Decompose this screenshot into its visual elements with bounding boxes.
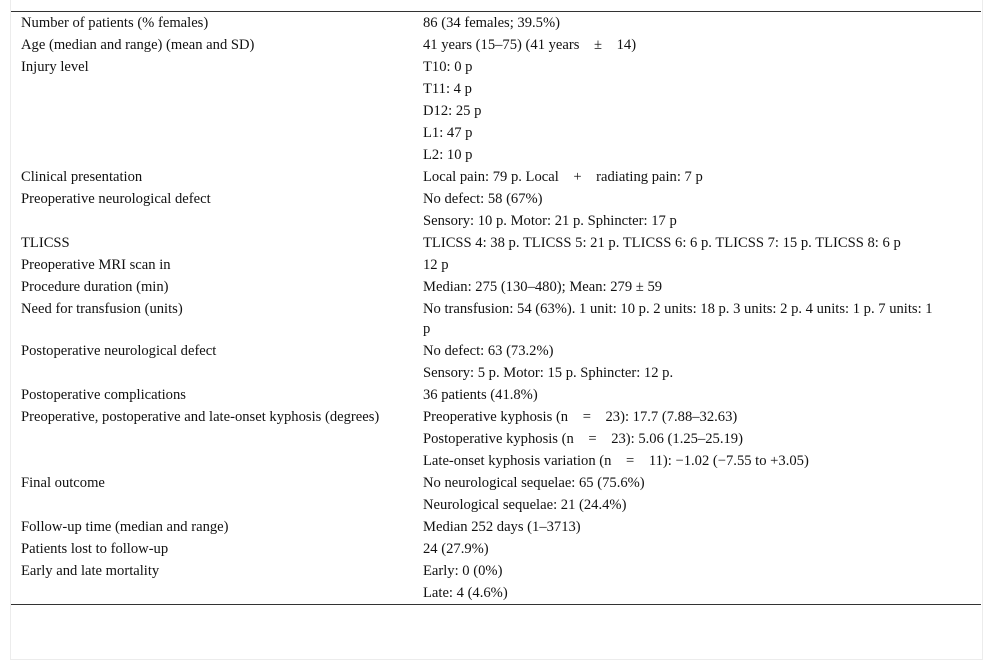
- row-value: Postoperative kyphosis (n = 23): 5.06 (1.25–25.19): [423, 431, 743, 447]
- row-label: [11, 429, 423, 449]
- row-label: [11, 79, 423, 99]
- row-label: Age (median and range) (mean and SD): [21, 37, 255, 53]
- table-row: [11, 582, 981, 604]
- row-value: 41 years (15–75) (41 years ± 14): [423, 37, 637, 53]
- row-value: Median: 275 (130–480); Mean: 279 ± 59: [423, 279, 663, 295]
- row-value: 12 p: [423, 257, 449, 273]
- row-label: [11, 363, 423, 383]
- table-row: [11, 166, 981, 188]
- table-row: [11, 472, 981, 494]
- row-value: 86 (34 females; 39.5%): [423, 15, 560, 31]
- row-label: Postoperative complications: [21, 387, 186, 403]
- row-value: T11: 4 p: [423, 81, 472, 97]
- row-label: Clinical presentation: [21, 169, 143, 185]
- row-label: TLICSS: [21, 235, 70, 251]
- row-value: No defect: 63 (73.2%): [423, 343, 554, 359]
- row-label: Preoperative, postoperative and late-onset kyphosis (degrees): [21, 409, 380, 425]
- table-row: [11, 144, 981, 166]
- table-row: [11, 340, 981, 362]
- table-row: [11, 516, 981, 538]
- table-row: [11, 122, 981, 144]
- table-row: [11, 232, 981, 254]
- row-label: Patients lost to follow-up: [21, 541, 169, 557]
- table-row: [11, 210, 981, 232]
- row-label: Early and late mortality: [21, 563, 160, 579]
- table-row: [11, 362, 981, 384]
- row-value: L1: 47 p: [423, 125, 473, 141]
- row-value: No transfusion: 54 (63%). 1 unit: 10 p. 2 units: 18 p. 3 units: 2 p. 4 units: 1 p. 7 units: 1 p: [423, 301, 933, 337]
- table-row: [11, 254, 981, 276]
- patient-characteristics-table: [11, 11, 981, 605]
- row-value: No defect: 58 (67%): [423, 191, 543, 207]
- table-row: [11, 406, 981, 428]
- row-value: Median 252 days (1–3713): [423, 519, 581, 535]
- row-label: Need for transfusion (units): [21, 301, 183, 317]
- row-label: Preoperative MRI scan in: [21, 257, 171, 273]
- row-value: Sensory: 10 p. Motor: 21 p. Sphincter: 17 p: [423, 213, 677, 229]
- row-value: No neurological sequelae: 65 (75.6%): [423, 475, 645, 491]
- row-value: L2: 10 p: [423, 147, 473, 163]
- row-value: Early: 0 (0%): [423, 563, 503, 579]
- row-label: Procedure duration (min): [21, 279, 169, 295]
- row-value: T10: 0 p: [423, 59, 473, 75]
- row-label: [11, 495, 423, 515]
- row-label: [11, 123, 423, 143]
- table-row: [11, 298, 981, 340]
- row-value: 36 patients (41.8%): [423, 387, 538, 403]
- row-value: Preoperative kyphosis (n = 23): 17.7 (7.88–32.63): [423, 409, 738, 425]
- table-row: [11, 560, 981, 582]
- row-label: [11, 583, 423, 603]
- row-label: Final outcome: [21, 475, 105, 491]
- row-label: [11, 451, 423, 471]
- row-value: 24 (27.9%): [423, 541, 489, 557]
- row-value: Neurological sequelae: 21 (24.4%): [423, 497, 627, 513]
- table-row: [11, 494, 981, 516]
- table-row: [11, 450, 981, 472]
- table-row: [11, 100, 981, 122]
- row-label: Follow-up time (median and range): [21, 519, 229, 535]
- row-value: Sensory: 5 p. Motor: 15 p. Sphincter: 12 p.: [423, 365, 674, 381]
- row-label: [11, 101, 423, 121]
- table-row: [11, 56, 981, 78]
- row-label: [11, 211, 423, 231]
- row-label: Number of patients (% females): [21, 15, 209, 31]
- row-label: Preoperative neurological defect: [21, 191, 211, 207]
- table-row: [11, 78, 981, 100]
- table-row: [11, 12, 981, 34]
- row-label: Postoperative neurological defect: [21, 343, 217, 359]
- table-row: [11, 188, 981, 210]
- row-value: TLICSS 4: 38 p. TLICSS 5: 21 p. TLICSS 6: 6 p. TLICSS 7: 15 p. TLICSS 8: 6 p: [423, 235, 901, 251]
- table-row: [11, 428, 981, 450]
- row-value: D12: 25 p: [423, 103, 482, 119]
- row-value: Local pain: 79 p. Local + radiating pain: 7 p: [423, 169, 703, 185]
- table-row: [11, 34, 981, 56]
- row-value: Late: 4 (4.6%): [423, 585, 508, 601]
- table-row: [11, 384, 981, 406]
- row-label: Injury level: [21, 59, 89, 75]
- row-label: [11, 145, 423, 165]
- table-row: [11, 538, 981, 560]
- row-value: Late-onset kyphosis variation (n = 11): −1.02 (−7.55 to +3.05): [423, 453, 809, 469]
- table-row: [11, 276, 981, 298]
